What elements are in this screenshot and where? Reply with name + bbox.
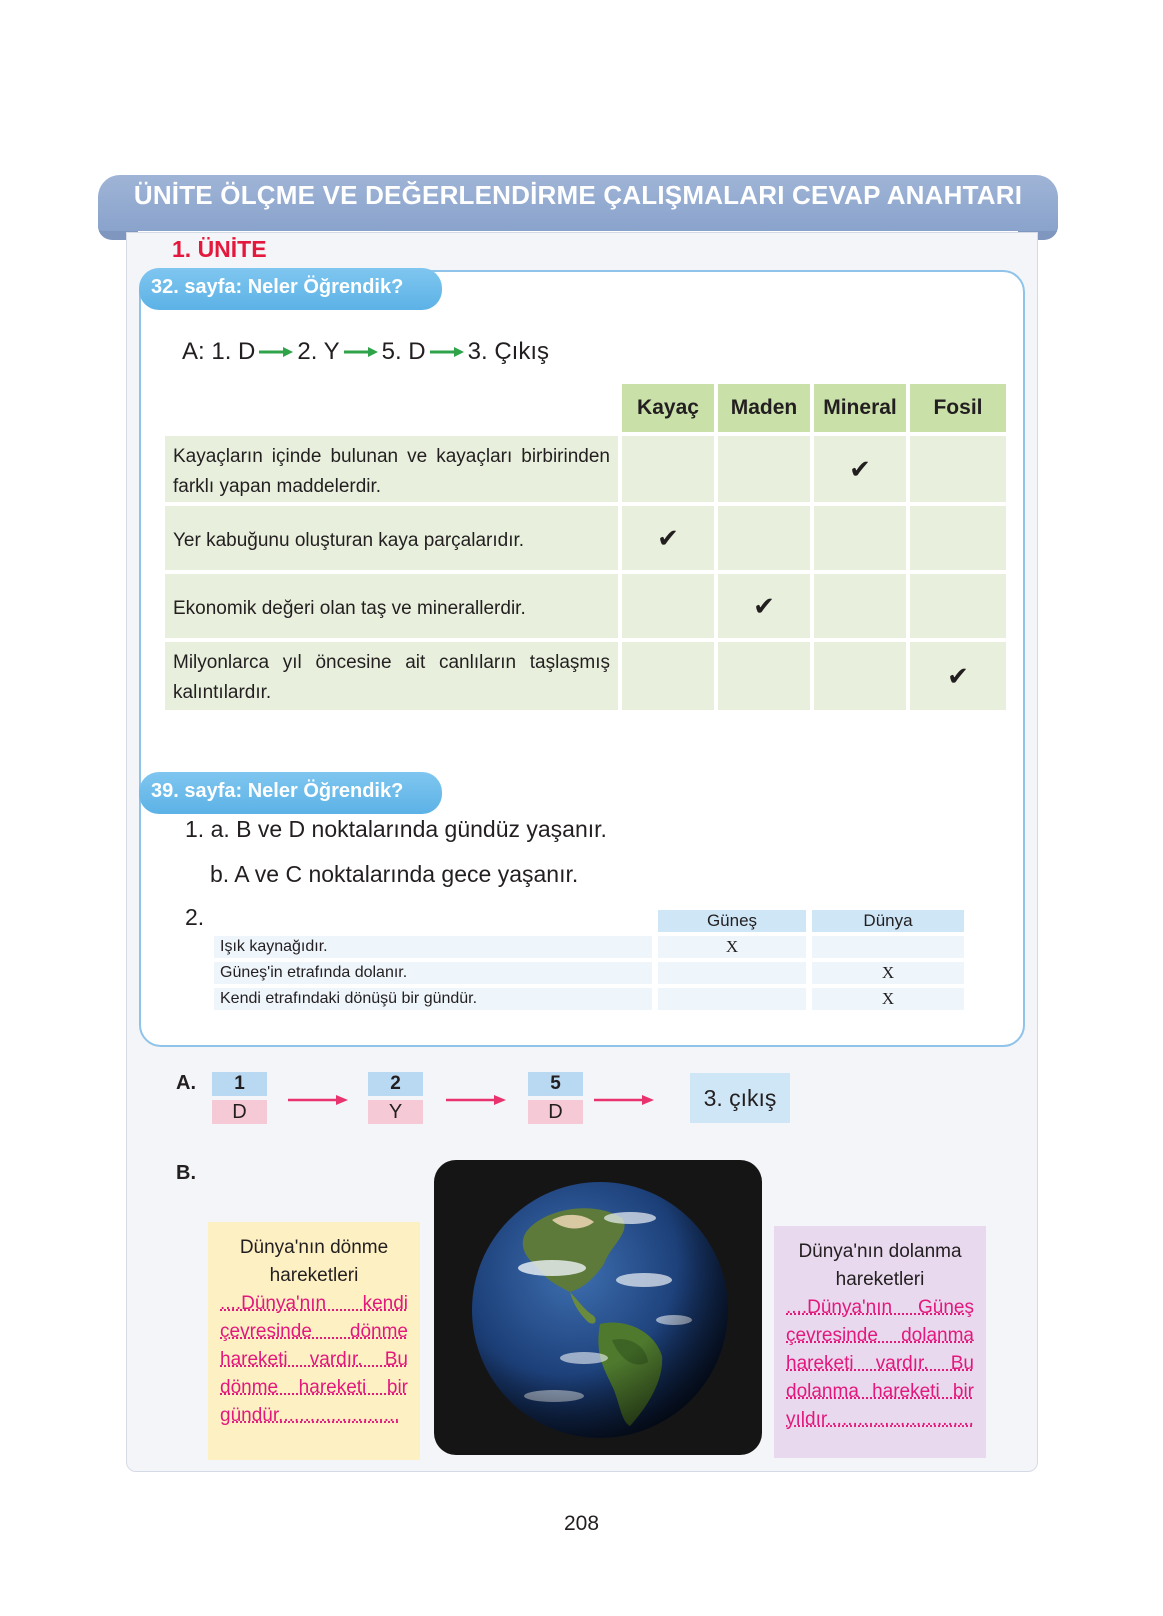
check-cell — [622, 574, 714, 638]
mark-cell: X — [812, 962, 964, 984]
sequence-step: 3. Çıkış — [467, 338, 549, 365]
table-row-description: Yer kabuğunu oluşturan kaya parçalarıdır. — [165, 506, 618, 570]
table-header: Fosil — [910, 384, 1006, 432]
table-row-label: Kendi etrafındaki dönüşü bir gündür. — [214, 988, 652, 1010]
table-row-description: Milyonlarca yıl öncesine ait canlıların taşlaşmış kalıntılardır. — [165, 642, 618, 710]
exit-box: 3. çıkış — [690, 1073, 790, 1123]
mark-cell — [812, 936, 964, 958]
section-pill-page-32: 32. sayfa: Neler Öğrendik? — [139, 268, 442, 310]
mark-cell — [658, 962, 806, 984]
unit-title: 1. ÜNİTE — [172, 236, 267, 262]
mark-cell: X — [812, 988, 964, 1010]
step-letter: Y — [368, 1100, 423, 1124]
arrow-right-icon — [446, 1095, 506, 1105]
check-cell — [718, 642, 810, 710]
check-cell — [910, 436, 1006, 502]
section-pill-page-39: 39. sayfa: Neler Öğrendik? — [139, 772, 442, 814]
mark-cell: X — [658, 936, 806, 958]
step-number: 1 — [212, 1072, 267, 1096]
page-title: ÜNİTE ÖLÇME VE DEĞERLENDİRME ÇALIŞMALARI CEVAP ANAHTARI — [133, 180, 1023, 210]
arrow-right-icon — [288, 1095, 348, 1105]
arrow-right-icon — [259, 347, 293, 357]
check-cell — [718, 436, 810, 502]
note-answer: ....Dünya'nın kendi çevresinde dönme hareketi vardır. Bu dönme hareketi bir gündür....................... — [220, 1293, 408, 1426]
table-row-description: Ekonomik değeri olan taş ve minerallerdir. — [165, 574, 618, 638]
answer-sequence — [182, 337, 549, 367]
revolution-note — [774, 1226, 986, 1458]
note-answer: ....Dünya'nın Güneş çevresinde dolanma hareketi vardır. Bu dolanma hareketi bir yıldır............................ — [786, 1297, 974, 1430]
table-row-label: Işık kaynağıdır. — [214, 936, 652, 958]
note-heading: Dünya'nın dolanma hareketleri — [798, 1241, 962, 1290]
question-1a-answer: 1. a. B ve D noktalarında gündüz yaşanır. — [185, 816, 607, 842]
sequence-step: 2. Y — [297, 338, 340, 365]
page-number: 208 — [563, 1512, 600, 1535]
step-letter: D — [528, 1100, 583, 1124]
arrow-right-icon — [594, 1095, 654, 1105]
question-1b-answer: b. A ve C noktalarında gece yaşanır. — [210, 861, 579, 887]
table-header: Mineral — [814, 384, 906, 432]
table-header: Maden — [718, 384, 810, 432]
arrow-right-icon — [430, 347, 464, 357]
table-header: Kayaç — [622, 384, 714, 432]
check-cell: ✔ — [910, 642, 1006, 710]
check-cell: ✔ — [814, 436, 906, 502]
check-cell — [814, 506, 906, 570]
check-cell — [910, 506, 1006, 570]
check-cell: ✔ — [622, 506, 714, 570]
table-row-description: Kayaçların içinde bulunan ve kayaçları birbirinden farklı yapan maddelerdir. — [165, 436, 618, 502]
earth-globe-image — [434, 1160, 762, 1455]
earth-icon — [434, 1160, 762, 1455]
table-header: Güneş — [658, 910, 806, 932]
sequence-step: 5. D — [381, 338, 426, 365]
check-cell — [814, 642, 906, 710]
check-cell — [910, 574, 1006, 638]
sequence-step: A: 1. D — [182, 338, 256, 365]
table-header: Dünya — [812, 910, 964, 932]
check-cell — [814, 574, 906, 638]
question-2-label: 2. — [185, 904, 205, 930]
table-row-label: Güneş'in etrafında dolanır. — [214, 962, 652, 984]
check-cell — [718, 506, 810, 570]
section-b-label: B. — [176, 1162, 196, 1184]
check-cell: ✔ — [718, 574, 810, 638]
check-cell — [622, 642, 714, 710]
step-letter: D — [212, 1100, 267, 1124]
arrow-right-icon — [344, 347, 378, 357]
note-heading: Dünya'nın dönme hareketleri — [239, 1237, 389, 1286]
step-number: 5 — [528, 1072, 583, 1096]
rotation-note — [208, 1222, 420, 1460]
check-cell — [622, 436, 714, 502]
section-a-label: A. — [176, 1072, 196, 1094]
step-number: 2 — [368, 1072, 423, 1096]
mark-cell — [658, 988, 806, 1010]
